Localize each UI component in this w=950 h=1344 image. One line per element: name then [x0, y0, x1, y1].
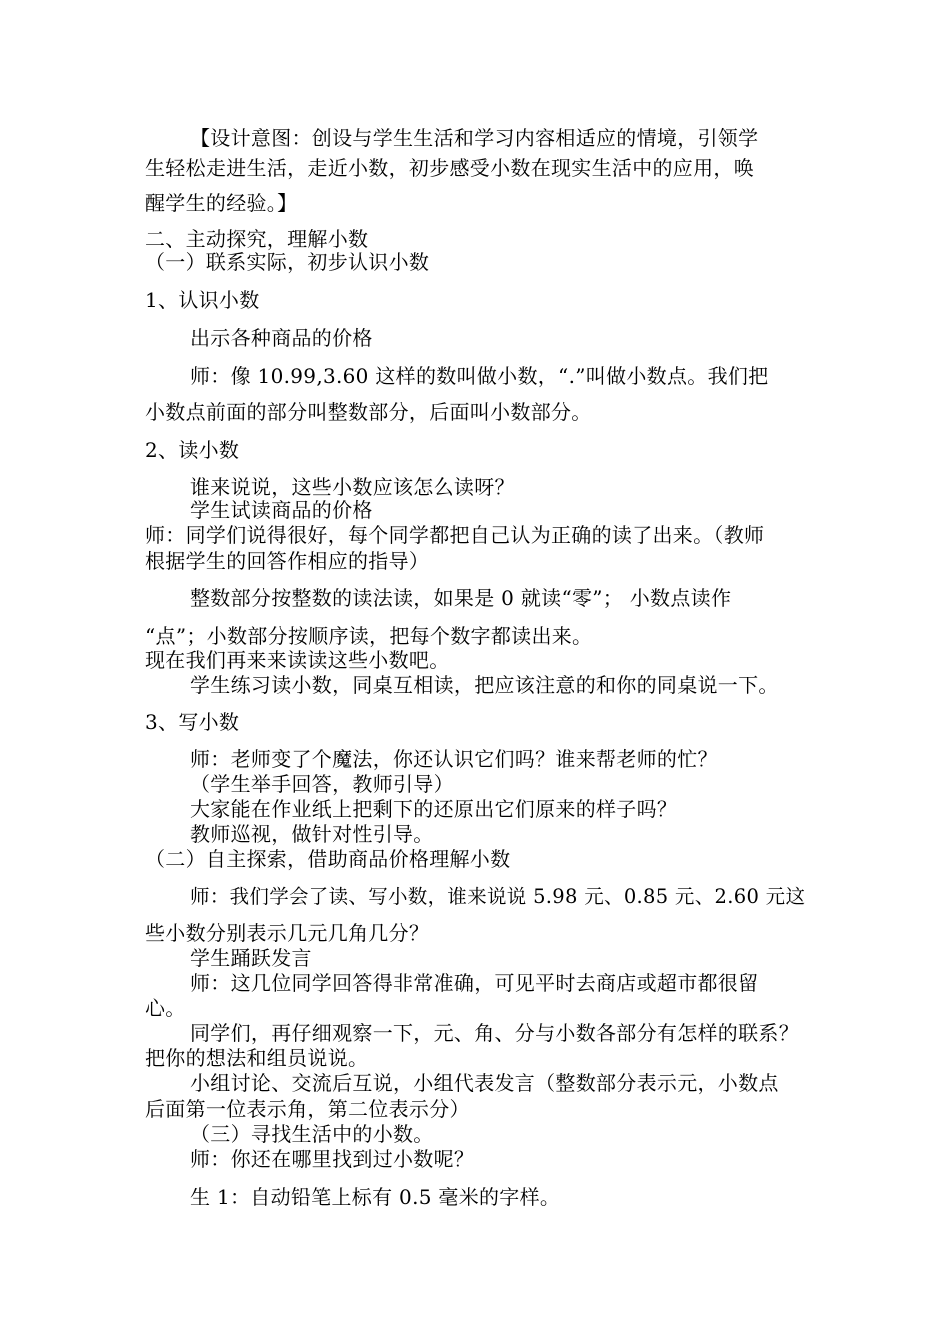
- paragraph-line: 根据学生的回答作相应的指导）: [145, 549, 430, 573]
- paragraph-line: 些小数分别表示几元几角几分？: [145, 921, 430, 945]
- paragraph-line: 心。: [145, 996, 186, 1020]
- step-heading-write-decimals: 3、写小数: [145, 710, 240, 734]
- design-intent-line-2: 生轻松走进生活，走近小数，初步感受小数在现实生活中的应用，唤: [145, 156, 754, 180]
- paragraph-line: 后面第一位表示角，第二位表示分）: [145, 1097, 470, 1121]
- paragraph-line: 师：你还在哪里找到过小数呢？: [190, 1147, 475, 1171]
- section-heading-explore: 二、主动探究，理解小数: [145, 227, 369, 251]
- design-intent-line-1: 【设计意图：创设与学生生活和学习内容相适应的情境，引领学: [190, 126, 759, 150]
- paragraph-line: 生 1：自动铅笔上标有 0.5 毫米的字样。: [190, 1185, 561, 1209]
- paragraph-line: 现在我们再来来读读这些小数吧。: [145, 648, 450, 672]
- paragraph-line: 师：这几位同学回答得非常准确，可见平时去商店或超市都很留: [190, 971, 759, 995]
- step-heading-know-decimals: 1、认识小数: [145, 288, 260, 312]
- paragraph-line: （学生举手回答，教师引导）: [190, 772, 454, 796]
- paragraph-line: 同学们，再仔细观察一下，元、角、分与小数各部分有怎样的联系？: [190, 1021, 799, 1045]
- paragraph-line: 学生试读商品的价格: [190, 498, 373, 522]
- paragraph-line: 师：老师变了个魔法，你还认识它们吗？谁来帮老师的忙？: [190, 747, 718, 771]
- paragraph-line: 教师巡视，做针对性引导。: [190, 822, 434, 846]
- paragraph-line: 整数部分按整数的读法读，如果是 0 就读“零”； 小数点读作: [190, 586, 732, 610]
- paragraph-line: 师：我们学会了读、写小数，谁来说说 5.98 元、0.85 元、2.60 元这: [190, 885, 806, 908]
- paragraph-line: 学生练习读小数，同桌互相读，把应该注意的和你的同桌说一下。: [190, 673, 779, 697]
- subsection-heading-2: （二）自主探索，借助商品价格理解小数: [145, 847, 511, 871]
- subsection-heading-1: （一）联系实际，初步认识小数: [145, 250, 430, 274]
- step-heading-read-decimals: 2、读小数: [145, 438, 240, 462]
- paragraph-line: 大家能在作业纸上把剩下的还原出它们原来的样子吗？: [190, 797, 678, 821]
- paragraph-line: 师：同学们说得很好，每个同学都把自己认为正确的读了出来。（教师: [145, 523, 765, 547]
- paragraph-line: 把你的想法和组员说说。: [145, 1046, 369, 1070]
- paragraph-line: 谁来说说，这些小数应该怎么读呀？: [190, 475, 515, 499]
- paragraph-line: 小组讨论、交流后互说，小组代表发言（整数部分表示元，小数点: [190, 1071, 779, 1095]
- subsection-heading-3: （三）寻找生活中的小数。: [190, 1122, 434, 1146]
- paragraph-line: 小数点前面的部分叫整数部分，后面叫小数部分。: [145, 400, 592, 424]
- paragraph-line: “点”；小数部分按顺序读，把每个数字都读出来。: [145, 624, 593, 648]
- paragraph-line: 学生踊跃发言: [190, 946, 312, 970]
- paragraph-line: 出示各种商品的价格: [190, 326, 373, 350]
- paragraph-line: 师：像 10.99,3.60 这样的数叫做小数，“.”叫做小数点。我们把: [190, 364, 769, 388]
- design-intent-line-3: 醒学生的经验。】: [145, 191, 298, 215]
